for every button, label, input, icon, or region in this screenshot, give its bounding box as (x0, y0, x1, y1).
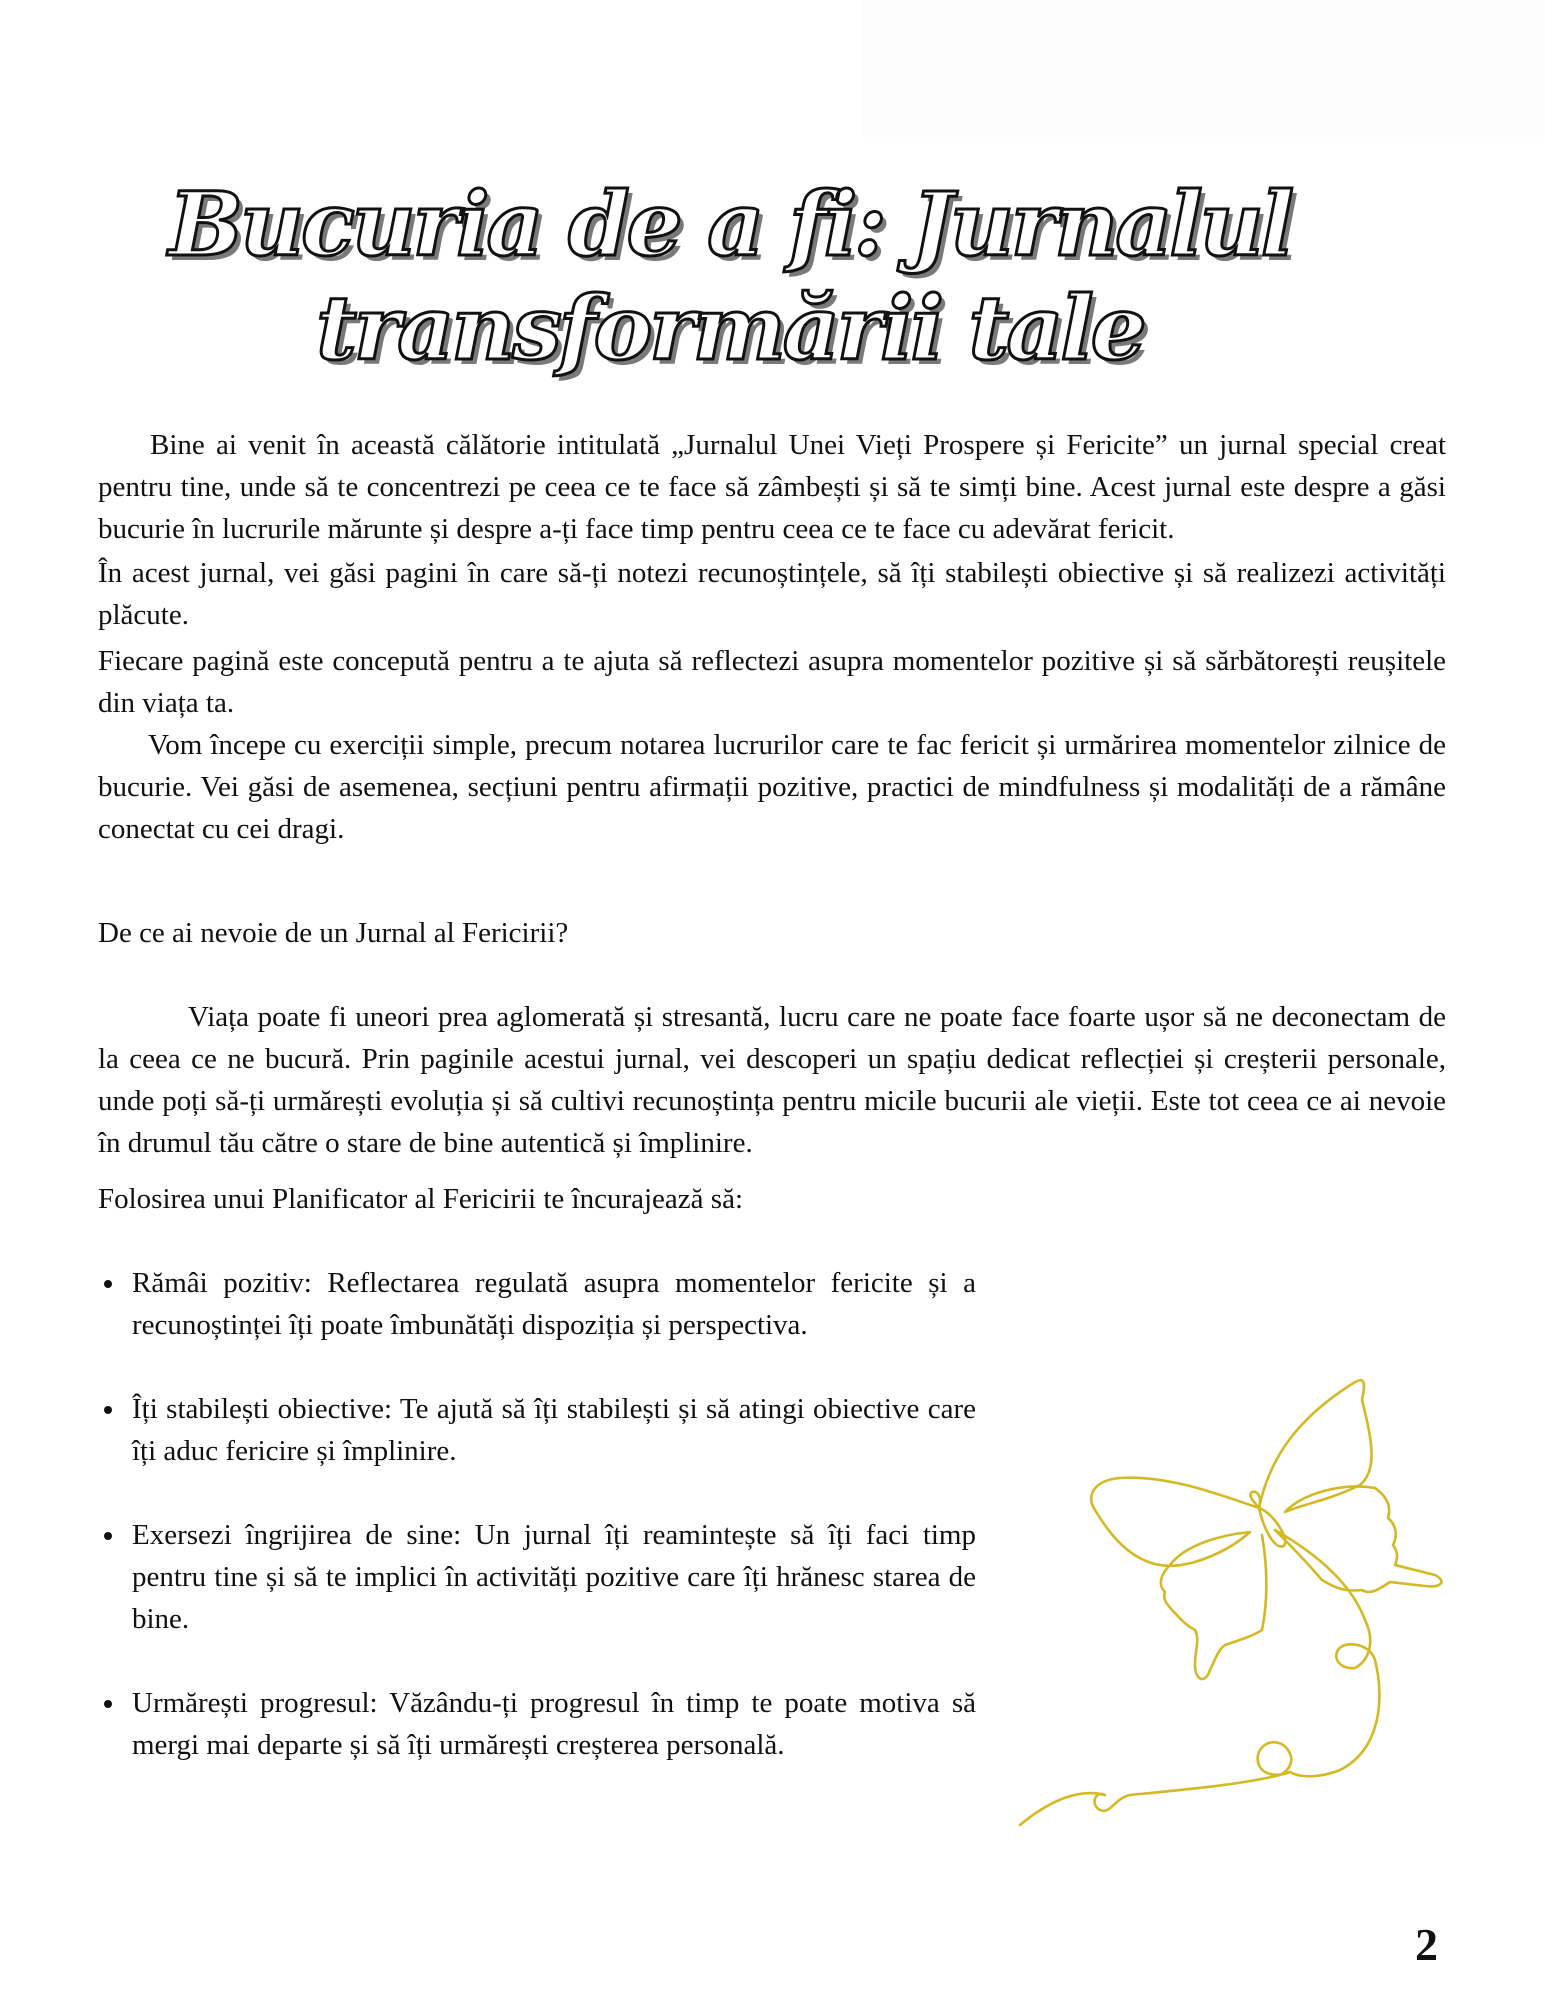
title-line-2: transformării tale (316, 276, 1144, 380)
list-item (98, 1388, 976, 1472)
intro-paragraph-3: Fiecare pagină este concepută pentru a te ajuta să reflectezi asupra momentelor pozitive și să sărbătorești reușitele din viața ta. (98, 645, 1446, 719)
list-item-text: Urmărești progresul: Văzându-ți progresul în timp te poate motiva să mergi mai departe și să îți urmărești creșterea personală. (132, 1687, 976, 1761)
list-item-text: Exersezi îngrijirea de sine: Un jurnal îți reamintește să îți faci timp pentru tine și să te implici în activități pozitive care îți hrănesc starea de bine. (132, 1519, 976, 1635)
why-paragraph (98, 996, 1446, 1164)
page-number: 2 (1415, 1919, 1438, 1970)
intro-paragraph-1: Bine ai venit în această călătorie intitulată „Jurnalul Unei Vieți Prospere și Fericite” un jurnal special creat pentru tine, unde să te concentrezi pe ceea ce te face să zâmbești și să te simți bine. Acest jurnal este despre a găsi bucurie în lucrurile mărunte și despre a-ți face timp pentru ceea ce te face cu adevărat fericit. (98, 429, 1446, 545)
intro-section (98, 424, 1446, 850)
background-panel (862, 0, 1545, 137)
list-intro: Folosirea unui Planificator al Fericirii te încurajează să: (98, 1183, 744, 1215)
benefits-list (98, 1262, 976, 1808)
list-item-text: Rămâi pozitiv: Reflectarea regulată asupra momentelor fericite și a recunoștinței îți poate îmbunătăți dispoziția și perspectiva. (132, 1267, 976, 1341)
intro-paragraph-4: Vom începe cu exerciții simple, precum notarea lucrurilor care te fac fericit și urmărirea momentelor zilnice de bucurie. Vei găsi de asemenea, secțiuni pentru afirmații pozitive, practici de mindfulness și modalități de a rămâne conectat cu cei dragi. (98, 729, 1446, 845)
question-heading: De ce ai nevoie de un Jurnal al Fericirii? (98, 917, 569, 949)
title-line-1: Bucuria de a fi: Jurnalul (168, 172, 1292, 276)
bullet-icon (104, 1700, 112, 1708)
bullet-icon (104, 1532, 112, 1540)
list-item (98, 1262, 976, 1346)
bullet-icon (104, 1280, 112, 1288)
list-item (98, 1682, 976, 1766)
why-paragraph-text: Viața poate fi uneori prea aglomerată și stresantă, lucru care ne poate face foarte ușor să ne deconectam de la ceea ce ne bucură. Prin paginile acestui jurnal, vei descoperi un spațiu dedicat reflecției și creșterii personale, unde poți să-ți urmărești evoluția și să cultivi recunoștința pentru micile bucurii ale vieții. Este tot ceea ce ai nevoie în drumul tău către o stare de bine autentică și împlinire. (98, 1001, 1446, 1159)
butterfly-illustration-icon (1000, 1360, 1460, 1920)
bullet-icon (104, 1406, 112, 1414)
intro-paragraph-2: În acest jurnal, vei găsi pagini în care să-ți notezi recunoștințele, să îți stabilești obiective și să realizezi activități plăcute. (98, 557, 1446, 631)
list-item-text: Îți stabilești obiective: Te ajută să îți stabilești și să atingi obiective care îți aduc fericire și împlinire. (132, 1393, 976, 1467)
list-item (98, 1514, 976, 1640)
butterfly-strokes (1020, 1380, 1442, 1825)
page-title (150, 172, 1310, 380)
